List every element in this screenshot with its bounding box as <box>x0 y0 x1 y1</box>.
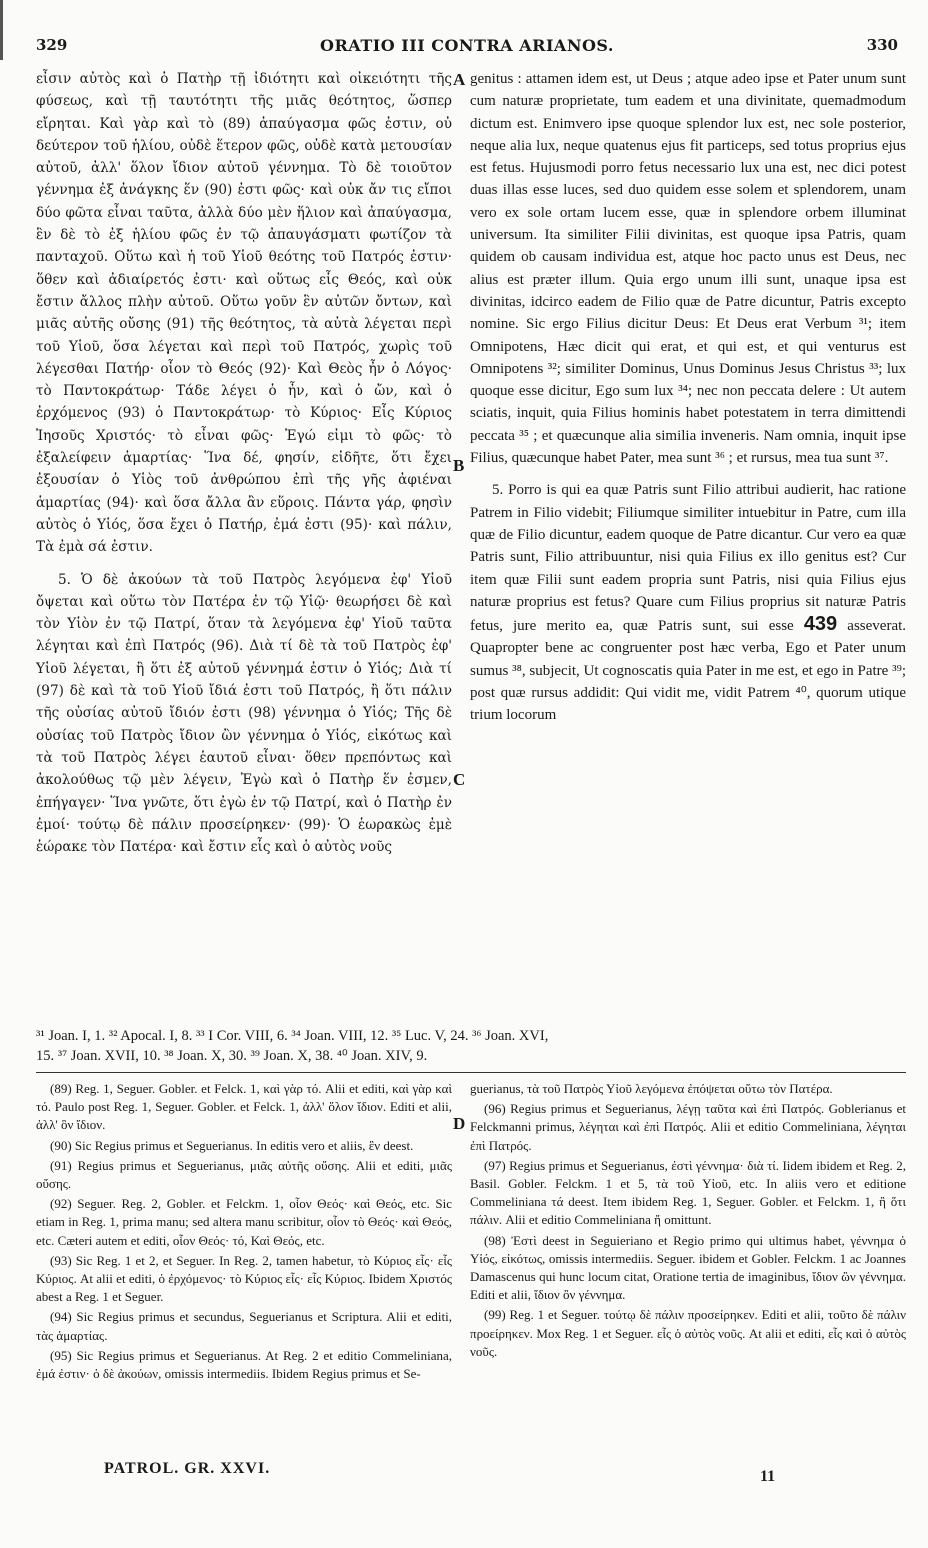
note: (97) Regius primus et Seguerianus, ἐστὶ γέννημα· διὰ τί. Iidem ibidem et Reg. 2, Basil. Gobler. Felckm. 1 et 5, τὰ τοῦ Υἱοῦ, etc. In aliis vero et editione Commeliniana τά deest. Item ibidem Reg. 1, Seguer. Gobler. et Felckm. 1, ἢ ὅτι πάλιν. Alii et editio Commeliniana ἤ omittunt. <box>470 1157 906 1228</box>
note: (98) Ἐστὶ deest in Seguieriano et Regio primo qui ultimus habet, γέννημα ὁ Υἱός, εἰκότως, omissis intermediis. Seguer. ibidem et Gobler. Felckm. 1 ac Joannes Damascenus qui hunc locum citat, Oratione tertia de imaginibus, ἴδιον ὢν γέννημα. Editi et alii, ἴδιον ὂν γέννημα. <box>470 1232 906 1303</box>
latin-paragraph-2-part-a: 5. Porro is qui ea quæ Patris sunt Filio attribui audierit, hac ratione Patrem in Filio videbit; Filiumque similiter intuebitur in Patre, cum illa quæ de Filio dicuntur, eadem quoque de Patre dicantur. Cur vero ea quæ Patris sunt, Filio attribuuntur, nisi quia Filius ex illo genitus est? Cur item quæ Filii sunt eadem propria sunt Patris, nisi quia Filius ejus naturæ proprius est fetus? Quare cum Filius proprius sit naturæ Patris fetus, jure merito ea, quæ Patris sunt, sui esse <box>470 482 906 635</box>
latin-paragraph-2-part-b: asseverat. Quapropter bene ac congruenter post hæc verba, Ego et Pater unum sumus ³⁸, subjecit, Ut cognoscatis quia Pater in me est, et ego in Patre ³⁹; post quæ rursus addidit: Qui vidit me, vidit Patrem ⁴⁰, quorum utique trium locorum <box>470 618 907 724</box>
greek-paragraph-1: εἶσιν αὐτὸς καὶ ὁ Πατὴρ τῇ ἰδιότητι καὶ οἰκειότητι τῆς φύσεως, καὶ τῇ ταυτότητι τῆς μιᾶς θεότητος, ὥσπερ εἴρηται. Καὶ γὰρ καὶ τὸ (89) ἀπαύγασμα φῶς ἐστιν, οὐ δεύτερον τοῦ ἡλίου, οὐδὲ ἕτερον φῶς, οὐδὲ κατὰ μετουσίαν αὐτοῦ, ἀλλ' ὅλον ἴδιον αὐτοῦ γέννημα. Τὸ δὲ τοιοῦτον γέννημα ἐξ ἀνάγκης ἕν (90) ἐστι φῶς· καὶ οὐκ ἄν τις εἴποι δύο φῶτα εἶναι ταῦτα, ἀλλὰ δύο μὲν ἥλιον καὶ ἀπαύγασμα, ἓν δὲ τὸ ἐξ ἡλίου φῶς ἐν τῷ ἀπαυγάσματι φωτίζον τὰ πανταχοῦ. Οὕτω καὶ ἡ τοῦ Υἱοῦ θεότης τοῦ Πατρός ἐστιν· ὅθεν καὶ ἀδιαίρετός ἐστι· καὶ οὕτως εἷς Θεός, καὶ οὐκ ἔστιν ἄλλος πλὴν αὐτοῦ. Οὕτω γοῦν ἓν αὐτῶν ὄντων, καὶ μιᾶς αὐτῆς οὔσης (91) τῆς θεότητος, τὰ αὐτὰ λέγεται περὶ τοῦ Υἱοῦ, ὅσα λέγεται καὶ περὶ τοῦ Πατρός, χωρὶς τοῦ λέγεσθαι Πατήρ· οἷον τὸ Θεός (92)· Καὶ Θεὸς ἦν ὁ Λόγος· τὸ Παντοκράτωρ· Τάδε λέγει ὁ ἦν, καὶ ὁ ὤν, καὶ ὁ ἐρχόμενος (93) ὁ Παντοκράτωρ· τὸ Κύριος· Εἷς Κύριος Ἰησοῦς Χριστός· τὸ εἶναι φῶς· Ἐγώ εἰμι τὸ φῶς· τὸ ἐξαλείφειν ἁμαρτίας· Ἵνα δέ, φησίν, εἰδῆτε, ὅτι ἔχει ἐξουσίαν ὁ Υἱὸς τοῦ ἀνθρώπου ἐπὶ τῆς γῆς ἀφιέναι ἁμαρτίας (94)· καὶ ὅσα ἄλλα ἂν εὕροις. Πάντα γάρ, φησὶν αὐτὸς ὁ Υἱός, ὅσα ἔχει ὁ Πατήρ, ἐμά ἐστι (95)· καὶ πάλιν, Τὰ ἐμὰ σά ἐστιν. <box>36 71 452 556</box>
note: (99) Reg. 1 et Seguer. τούτῳ δὲ πάλιν προσείρηκεν. Editi et alii, τοῦτο δὲ πάλιν προείρηκεν. Mox Reg. 1 et Seguer. εἷς ὁ αὐτὸς νοῦς. At alii et editi, εἷς καὶ ὁ αὐτὸς νοῦς. <box>470 1307 906 1359</box>
greek-column <box>36 68 452 858</box>
note: (90) Sic Regius primus et Seguerianus. In editis vero et aliis, ἓν deest. <box>50 1137 414 1153</box>
page-number-right: 330 <box>866 36 898 54</box>
latin-paragraph-1: genitus : attamen idem est, ut Deus ; atque adeo ipse et Pater unum sunt cum naturæ proprietate, tum eadem et una divinitate, quemadmodum dictum est. Enimvero ipse quoque splendor lux est, nec sole posterior, neque alia lux, neque quatenus ejus fit particeps, sed totus proprius ejus est fetus. Hujusmodi porro fetus necessario lux una est, nec dici potest duas illas esse luces, sed duo quidem esse solem et splendorem, unam vero ex sole ortam lucem esse, quæ in splendore orbem illuminat universum. Ita similiter Filii divinitas, est quoque ipsa Patris, quam quidem ob causam individua est, atque hoc pacto unus est Deus, nec alius est præter illum. Quia ergo unum illi sunt, unaque ipsa est divinitas, idcirco eadem de Filio quæ de Patre dicuntur, Patris excepto nomine. Sic ergo Filius dicitur Deus: Et Deus erat Verbum ³¹; item Omnipotens, Hæc dicit qui erat, et qui est, et qui venturus est Omnipotens ³²; similiter Dominus, Unus Dominus Jesus Christus ³³; lux quoque esse dicitur, Ego sum lux ³⁴; nec non peccata delere : Ut autem sciatis, inquit, quia Filius hominis habet potestatem in terra dimittendi peccata ³⁵ ; et quæcunque alia similia inveneris. Nam omnia, inquit ipse Filius, quæcunque habet Pater, mea sunt ³⁶ ; et rursus, mea tua sunt ³⁷. <box>470 71 906 467</box>
note: (89) Reg. 1, Seguer. Gobler. et Felck. 1, καὶ γὰρ τό. Alii et editi, καὶ γὰρ καὶ τό. Paulo post Reg. 1, Seguer. Gobler. et Felck. 1, ἀλλ' ὅλον ἴδιον. Editi et alii, ἀλλ' ὃν ἴδιον. <box>36 1081 452 1133</box>
series-footer: PATROL. GR. XXVI. <box>104 1460 271 1477</box>
margin-marker-a: A <box>453 70 466 89</box>
note: (92) Seguer. Reg. 2, Gobler. et Felckm. 1, οἷον Θεός· καὶ Θεός, etc. Sic etiam in Reg. 1, prima manu; sed altera manu scribitur, οἷον τὸ Θεός· καὶ Θεός, etc. Cæteri autem et editi, οἷον Θεός· τό, Καὶ Θεός, etc. <box>36 1196 452 1248</box>
divider-rule <box>36 1072 906 1073</box>
note: guerianus, τὰ τοῦ Πατρὸς Υἱοῦ λεγόμενα ἐπόψεται οὕτω τὸν Πατέρα. <box>470 1081 833 1096</box>
note: (91) Regius primus et Seguerianus, μιᾶς αὐτῆς οὔσης. Alii et editi, μιᾶς οὔσης. <box>36 1157 452 1192</box>
note: (93) Sic Reg. 1 et 2, et Seguer. In Reg. 2, tamen habetur, τὸ Κύριος εἷς· εἷς Κύριος. At alii et editi, ὁ ἐρχόμενος· τὸ Κύριος εἷς· εἷς Κύριος. Ibidem Χριστός abest a Reg. 1 et Seguer. <box>36 1252 452 1305</box>
page-header <box>36 36 898 60</box>
signature-mark: 11 <box>760 1468 776 1485</box>
note: (96) Regius primus et Seguerianus, λέγῃ ταῦτα καὶ ἐπὶ Πατρός. Goblerianus et Felckmanni primus, λέγηται καὶ ἐπὶ Πατρός. Alii et editio Commeliniana, λέγηται ἐπὶ Πατρός. <box>470 1101 906 1153</box>
margin-marker-b: B <box>453 456 465 475</box>
notes-left-column <box>36 1080 452 1385</box>
notes-right-column <box>470 1080 906 1363</box>
note: (95) Sic Regius primus et Seguerianus. At Reg. 2 et editio Commeliniana, ἐμά ἐστιν· ὁ δὲ ἀκούων, omissis intermediis. Ibidem Regius primus et Se- <box>36 1347 452 1382</box>
column-number: 439 <box>803 613 838 636</box>
binding-edge <box>0 0 3 60</box>
note: (94) Sic Regius primus et secundus, Seguerianus et Scriptura. Alii et editi, τὰς ἁμαρτίας. <box>36 1309 452 1343</box>
margin-marker-c: C <box>453 770 466 789</box>
latin-column <box>470 68 906 727</box>
running-title: ORATIO III CONTRA ARIANOS. <box>320 36 614 55</box>
scripture-references <box>36 1026 906 1066</box>
latin-paragraph-2 <box>470 479 906 726</box>
greek-paragraph-2: 5. Ὁ δὲ ἀκούων τὰ τοῦ Πατρὸς λεγόμενα ἐφ' Υἱοῦ ὄψεται καὶ οὕτω τὸν Πατέρα ἐν τῷ Υἱῷ· θεωρήσει δὲ καὶ τὸν Υἱὸν ἐν τῷ Πατρί, ὅταν τὰ λεγόμενα ἐφ' Υἱοῦ ταῦτα λέγηται καὶ ἐπὶ Πατρός (96). Διὰ τί δὲ τὰ τοῦ Πατρὸς ἐφ' Υἱοῦ λέγεται, ἢ ὅτι ἐξ αὐτοῦ γέννημά ἐστιν ὁ Υἱός; Διὰ τί (97) δὲ καὶ τὰ τοῦ Υἱοῦ ἴδιά ἐστι τοῦ Πατρός, ἢ ὅτι πάλιν τῆς οὐσίας αὐτοῦ ἴδιόν ἐστι (98) γέννημα ὁ Υἱός; Τῆς δὲ οὐσίας τοῦ Πατρὸς ἴδιον ὢν γέννημα ὁ Υἱός, εἰκότως καὶ τὰ τοῦ Πατρὸς λέγει ἑαυτοῦ εἶναι· ὅθεν πρεπόντως καὶ ἀκολούθως τῷ μὲν λέγειν, Ἐγὼ καὶ ὁ Πατὴρ ἕν ἐσμεν, ἐπήγαγεν· Ἵνα γνῶτε, ὅτι ἐγὼ ἐν τῷ Πατρί, καὶ ὁ Πατὴρ ἐν ἐμοί· τούτῳ δὲ πάλιν προσείρηκεν· (99)· Ὁ ἑωρακὼς ἐμὲ ἑώρακε τὸν Πατέρα· καὶ ἔστιν εἷς καὶ ὁ αὐτὸς νοῦς <box>36 571 452 856</box>
scripture-refs-line-2: 15. ³⁷ Joan. XVII, 10. ³⁸ Joan. X, 30. ³⁹ Joan. X, 38. ⁴⁰ Joan. XIV, 9. <box>36 1048 428 1064</box>
page-number-left: 329 <box>36 36 68 54</box>
scripture-refs-line-1: ³¹ Joan. I, 1. ³² Apocal. I, 8. ³³ I Cor. VIII, 6. ³⁴ Joan. VIII, 12. ³⁵ Luc. V, 24. ³⁶ Joan. XVI, <box>36 1028 549 1044</box>
margin-marker-d: D <box>453 1114 466 1133</box>
